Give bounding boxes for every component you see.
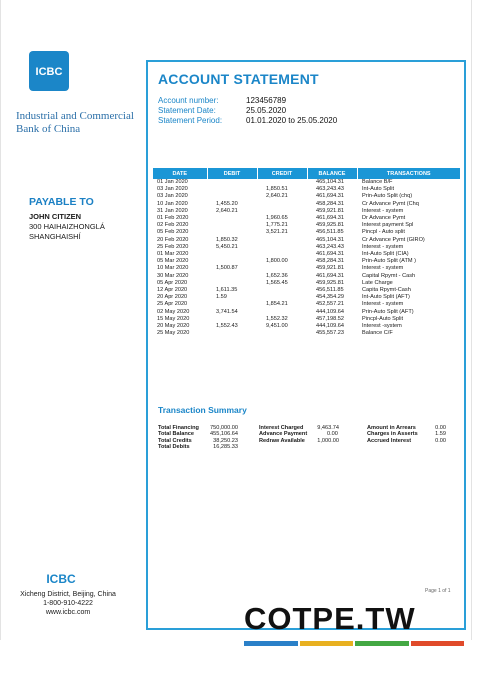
cell-transaction: Interest - system <box>362 301 404 308</box>
table-row <box>153 244 460 251</box>
header-date: DATE <box>153 168 207 179</box>
summary-value: 455,106.64 <box>210 431 238 438</box>
statement-period-label: Statement Period: <box>158 116 223 125</box>
cell-balance: 461,694.31 <box>316 272 344 279</box>
summary-value: 750,000.00 <box>210 425 238 431</box>
cell-transaction: Late Charge <box>362 279 393 286</box>
cell-date: 25 May 2020 <box>157 330 190 337</box>
cell-balance: 454,354.29 <box>316 294 344 301</box>
footer-logo: ICBC <box>46 572 76 586</box>
summary-col2 <box>259 425 339 444</box>
cell-transaction: Interest payment Spl <box>362 222 414 229</box>
cell-balance: 465,104.31 <box>316 236 344 243</box>
cell-transaction: Pincpl - Auto split <box>362 229 405 236</box>
table-header-row <box>153 168 460 179</box>
summary-label: Advance Payment <box>259 431 308 438</box>
summary-label: Total Balance <box>158 431 194 438</box>
cell-balance: 463,243.43 <box>316 186 344 193</box>
cell-balance: 458,284.31 <box>316 258 344 265</box>
footer-address: Xicheng District, Beijing, China <box>20 591 116 598</box>
cell-debit <box>207 316 257 323</box>
cell-debit <box>207 301 257 308</box>
cell-debit: 1,611.35 <box>216 287 238 294</box>
summary-label: Charges in Asserts <box>367 431 418 438</box>
cell-credit <box>257 244 307 251</box>
summary-title: Transaction Summary <box>158 405 247 415</box>
table-row <box>153 280 460 287</box>
cell-credit <box>257 208 307 215</box>
cell-balance: 458,284.31 <box>316 200 344 207</box>
cell-balance: 461,694.31 <box>316 251 344 258</box>
cell-credit: 1,652.36 <box>266 272 288 279</box>
table-row <box>153 309 460 316</box>
cell-credit <box>257 237 307 244</box>
cell-debit <box>207 229 257 236</box>
account-number-value: 123456789 <box>246 96 287 105</box>
summary-label: Total Debits <box>158 443 190 450</box>
cell-balance: 463,243.43 <box>316 243 344 250</box>
cell-balance: 456,511.85 <box>316 229 344 236</box>
stripe-green <box>355 641 409 646</box>
stripe-red <box>411 641 465 646</box>
cell-date: 25 Apr 2020 <box>157 301 188 308</box>
summary-label: Redraw Available <box>259 437 305 444</box>
cell-transaction: Prin-Auto Split (ATM ) <box>362 258 416 265</box>
summary-value: 9,463.74 <box>317 425 339 431</box>
table-row <box>153 193 460 200</box>
summary-value: 1.59 <box>435 431 446 438</box>
cell-transaction: Interest - system <box>362 265 404 272</box>
cell-transaction: Interest -system <box>362 323 402 330</box>
table-row <box>153 179 460 186</box>
cell-credit <box>257 251 307 258</box>
page-number: Page 1 of 1 <box>425 588 451 594</box>
cell-balance: 455,557.23 <box>316 330 344 337</box>
summary-label: Interest Charged <box>259 425 304 431</box>
summary-label: Amount in Arrears <box>367 425 416 431</box>
cell-transaction: Capita Rpymt-Cash <box>362 287 411 294</box>
cell-credit: 3,521.21 <box>266 229 288 236</box>
cell-transaction: Cr Advance Pymt (Chq <box>362 200 419 207</box>
table-row <box>153 215 460 222</box>
cell-transaction: Int-Auto Split <box>362 186 395 193</box>
cell-transaction: Balance C/F <box>362 330 393 337</box>
cell-debit: 5,450.21 <box>216 243 238 250</box>
page-border-left <box>0 0 1 640</box>
header-debit: DEBIT <box>207 168 257 179</box>
footer-website[interactable]: www.icbc.com <box>45 609 91 616</box>
summary-value: 16,285.33 <box>213 443 238 450</box>
stripe-blue <box>244 641 298 646</box>
cell-date: 20 May 2020 <box>157 323 190 330</box>
transactions-table <box>153 168 460 337</box>
table-row <box>153 301 460 308</box>
cell-credit: 1,565.45 <box>266 279 288 286</box>
cell-date: 02 Feb 2020 <box>157 222 189 229</box>
table-row <box>153 251 460 258</box>
cell-debit <box>207 280 257 287</box>
customer-name: JOHN CITIZEN <box>29 212 82 221</box>
cell-date: 01 Feb 2020 <box>157 215 189 222</box>
cell-transaction: Cr Advance Pymt (GIRO) <box>362 236 425 243</box>
customer-address-line1: 300 HAIHAIZHONGLÁ <box>29 222 105 231</box>
cell-date: 05 Mar 2020 <box>157 258 189 265</box>
account-number-label: Account number: <box>158 96 219 105</box>
cell-date: 02 May 2020 <box>157 308 190 315</box>
table-row <box>153 186 460 193</box>
table-row <box>153 222 460 229</box>
cell-date: 20 Apr 2020 <box>157 294 188 301</box>
cell-date: 05 Apr 2020 <box>157 279 188 286</box>
bank-name-line1: Industrial and Commercial <box>16 110 134 122</box>
summary-value: 0.00 <box>435 425 446 431</box>
cell-debit: 2,640.21 <box>216 207 238 214</box>
cell-balance: 461,694.31 <box>316 193 344 200</box>
statement-date-label: Statement Date: <box>158 106 216 115</box>
table-row <box>153 316 460 323</box>
customer-address-line2: SHANGHAISHÍ <box>29 232 81 241</box>
bank-name-line2: Bank of China <box>16 123 81 135</box>
cell-balance: 452,557.21 <box>316 301 344 308</box>
cell-transaction: Interest - system <box>362 243 404 250</box>
table-row <box>153 323 460 330</box>
cell-transaction: Dr Advance Pymt <box>362 215 406 222</box>
summary-value: 38,250.23 <box>213 437 238 444</box>
cell-balance: 459,925.81 <box>316 279 344 286</box>
cell-credit: 1,800.00 <box>266 258 288 265</box>
cell-debit: 1,552.43 <box>216 323 238 330</box>
table-row <box>153 229 460 236</box>
cell-transaction: Capital Rpymt - Cash <box>362 272 416 279</box>
summary-col3 <box>367 425 446 444</box>
table-row <box>153 273 460 280</box>
cell-transaction: Prin-Auto Split (chq) <box>362 193 413 200</box>
logo-text: ICBC <box>35 66 63 78</box>
table-row <box>153 237 460 244</box>
cell-debit: 1,850.32 <box>216 236 238 243</box>
header-transactions: TRANSACTIONS <box>357 168 460 179</box>
cell-balance: 465,104.31 <box>316 179 344 185</box>
summary-label: Total Financing <box>158 425 199 431</box>
payable-heading: PAYABLE TO <box>29 196 94 208</box>
cell-transaction: Pincpl-Auto Split <box>362 315 404 322</box>
cell-credit: 1,775.21 <box>266 222 288 229</box>
cell-balance: 444,109.64 <box>316 323 344 330</box>
customer-block <box>29 212 105 242</box>
statement-meta <box>158 96 337 126</box>
watermark-text: COTPE.TW <box>244 601 416 636</box>
cell-credit <box>257 287 307 294</box>
statement-date-value: 25.05.2020 <box>246 106 287 115</box>
statement-period-value: 01.01.2020 to 25.05.2020 <box>246 116 338 125</box>
cell-debit: 3,741.54 <box>216 308 238 315</box>
cell-transaction: Int-Auto Split (CIA) <box>362 251 409 258</box>
cell-date: 20 Feb 2020 <box>157 236 189 243</box>
table-row <box>153 201 460 208</box>
cell-debit <box>207 179 257 186</box>
table-row <box>153 208 460 215</box>
summary-label: Total Credits <box>158 437 192 444</box>
cell-credit: 2,640.21 <box>266 193 288 200</box>
cell-debit <box>207 330 257 337</box>
summary-value: 1,000.00 <box>317 437 339 444</box>
cell-debit <box>207 273 257 280</box>
cell-date: 15 May 2020 <box>157 315 190 322</box>
cell-date: 31 Jan 2020 <box>157 207 188 214</box>
cell-balance: 456,511.85 <box>316 287 344 294</box>
cell-balance: 444,109.64 <box>316 308 344 315</box>
cell-date: 25 Feb 2020 <box>157 243 189 250</box>
cell-date: 03 Jan 2020 <box>157 193 188 200</box>
table-row <box>153 287 460 294</box>
stripe-yellow <box>300 641 354 646</box>
cell-credit <box>257 309 307 316</box>
statement-title: ACCOUNT STATEMENT <box>158 71 319 87</box>
cell-credit <box>257 330 307 337</box>
cell-balance: 459,925.81 <box>316 222 344 229</box>
cell-debit <box>207 251 257 258</box>
table-row <box>153 294 460 301</box>
cell-credit <box>257 294 307 301</box>
cell-credit: 1,960.65 <box>266 215 288 222</box>
cell-date: 12 Apr 2020 <box>157 287 188 294</box>
footer-phone: 1-800-910-4222 <box>43 600 93 607</box>
cell-date: 10 Jan 2020 <box>157 200 188 207</box>
icbc-logo-icon <box>29 51 69 91</box>
summary-value: 0.00 <box>327 431 338 438</box>
cell-date: 01 Jan 2020 <box>157 179 188 185</box>
cell-debit: 1,455.20 <box>216 200 238 207</box>
cell-date: 05 Feb 2020 <box>157 229 189 236</box>
cell-debit: 1.59 <box>216 294 227 301</box>
cell-date: 03 Jan 2020 <box>157 186 188 193</box>
header-balance: BALANCE <box>307 168 357 179</box>
page-border-right <box>471 0 472 640</box>
summary-label: Accrued Interest <box>367 437 412 444</box>
cell-debit <box>207 193 257 200</box>
cell-balance: 459,921.81 <box>316 265 344 272</box>
cell-credit: 9,451.00 <box>266 323 288 330</box>
footer-contact <box>0 590 136 617</box>
header-credit: CREDIT <box>257 168 307 179</box>
summary-value: 0.00 <box>435 437 446 444</box>
cell-balance: 459,921.81 <box>316 207 344 214</box>
summary-col1 <box>158 425 238 450</box>
cell-credit <box>257 265 307 272</box>
cell-transaction: Prin-Auto Split (AFT) <box>362 308 414 315</box>
statement-panel <box>146 60 466 630</box>
table-row <box>153 265 460 272</box>
cell-credit <box>257 179 307 186</box>
cell-date: 30 Mar 2020 <box>157 272 189 279</box>
cell-balance: 461,694.31 <box>316 215 344 222</box>
bank-name <box>16 110 146 136</box>
cell-debit <box>207 186 257 193</box>
cell-date: 10 Mar 2020 <box>157 265 189 272</box>
table-row <box>153 258 460 265</box>
cell-transaction: Balance B/F <box>362 179 393 185</box>
table-row <box>153 330 460 337</box>
cell-debit: 1,500.87 <box>216 265 238 272</box>
cell-credit: 1,854.21 <box>266 301 288 308</box>
cell-debit <box>207 222 257 229</box>
cell-date: 01 Mar 2020 <box>157 251 189 258</box>
cell-transaction: Interest - system <box>362 207 404 214</box>
cell-transaction: Int-Auto Split (AFT) <box>362 294 410 301</box>
cell-debit <box>207 258 257 265</box>
cell-balance: 457,198.52 <box>316 315 344 322</box>
cell-credit: 1,850.51 <box>266 186 288 193</box>
cell-credit <box>257 201 307 208</box>
cell-credit: 1,552.32 <box>266 315 288 322</box>
cell-debit <box>207 215 257 222</box>
watermark-stripes <box>244 641 464 646</box>
